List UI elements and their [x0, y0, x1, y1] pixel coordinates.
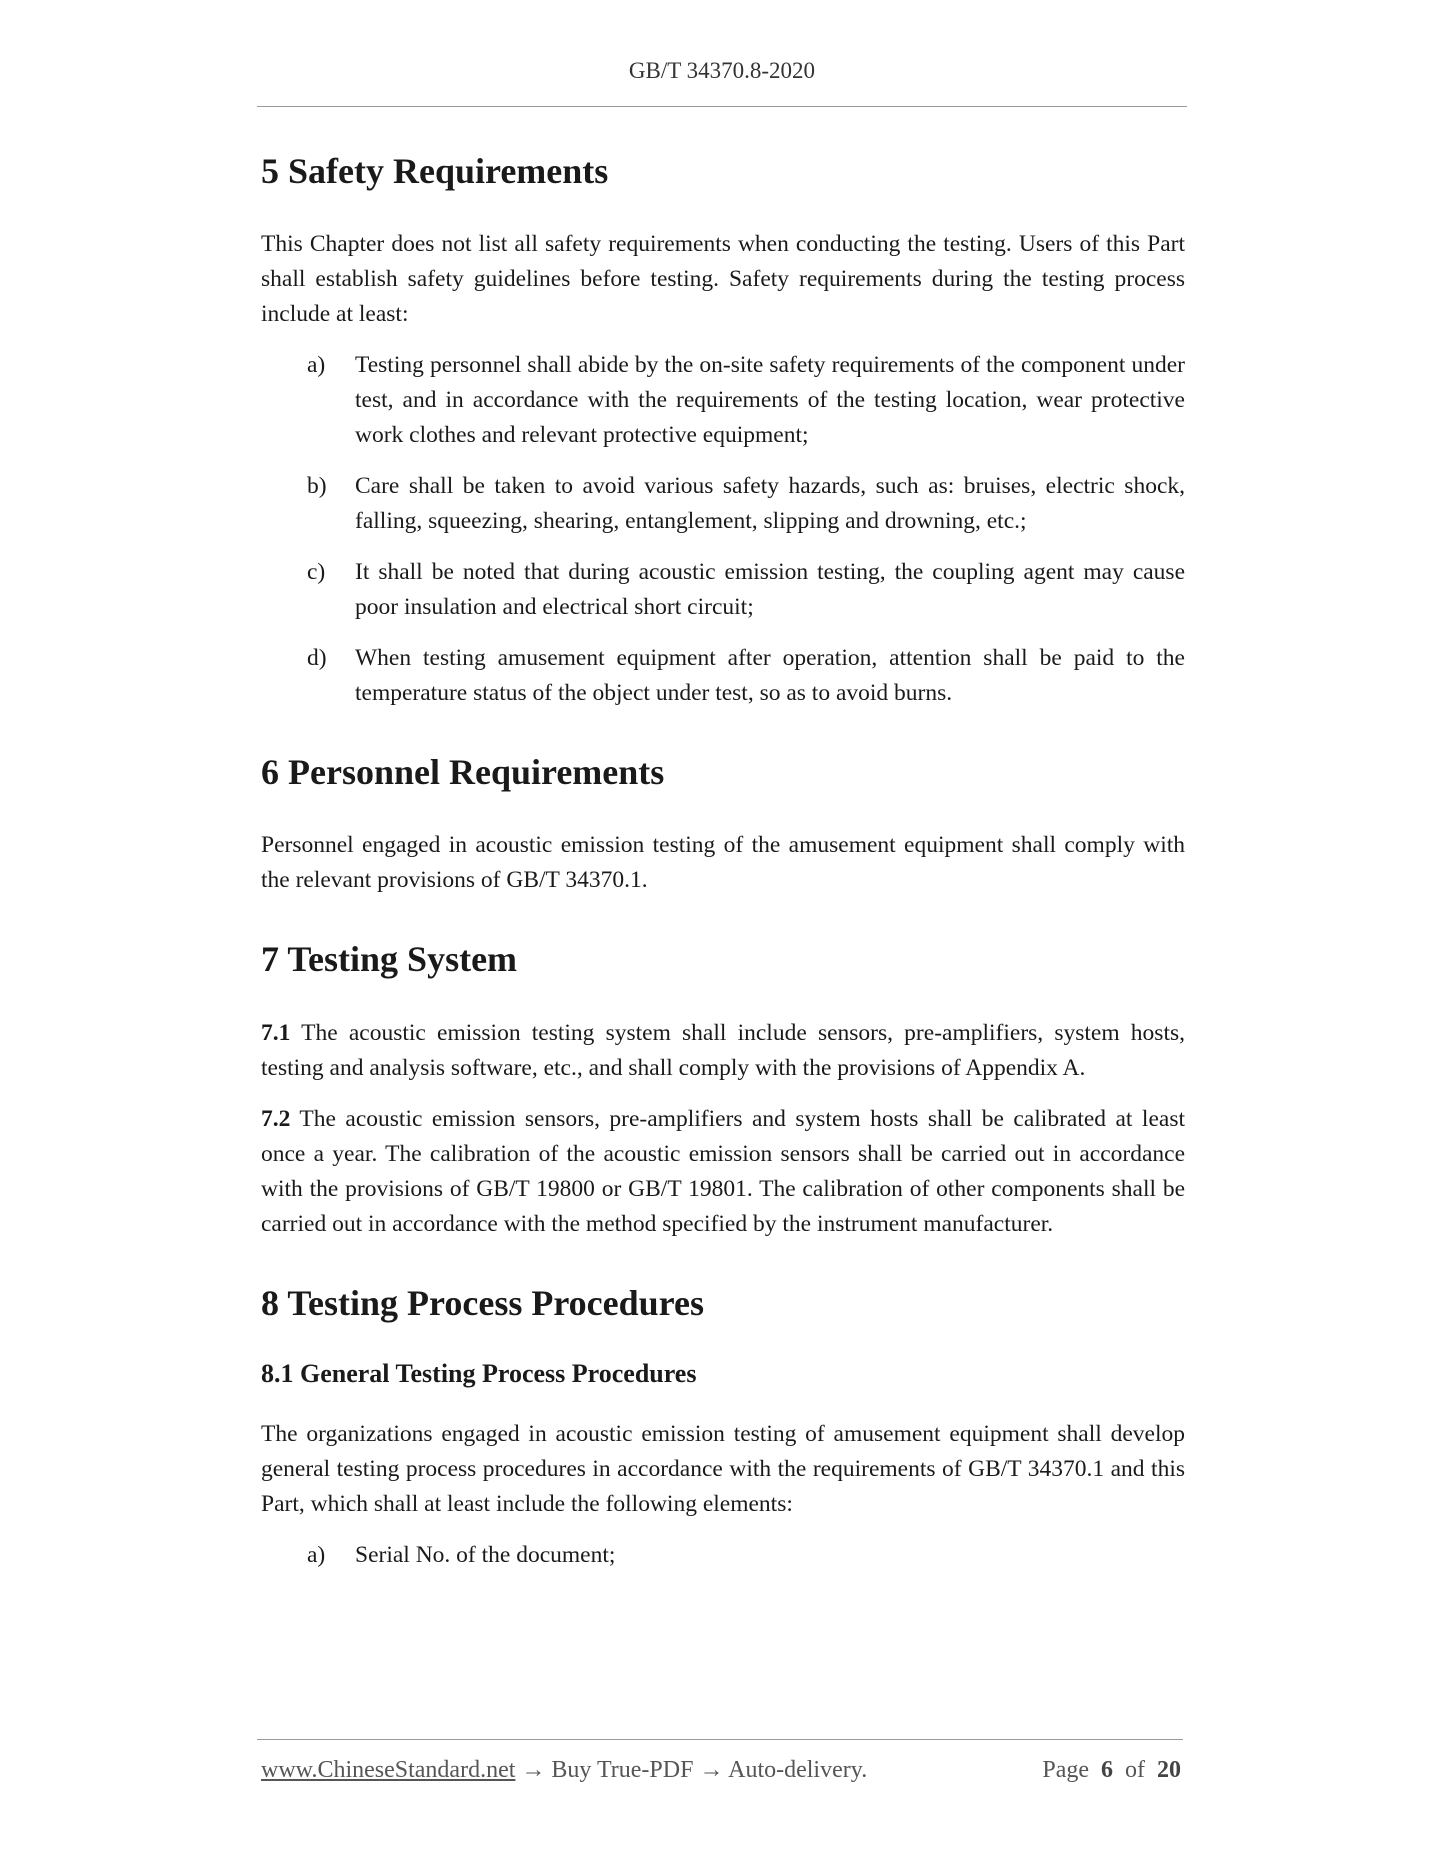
list-marker: b) — [307, 473, 327, 500]
section-7-title: 7 Testing System — [261, 939, 518, 980]
clause-7-2 — [261, 1102, 1185, 1242]
list-marker: a) — [307, 1541, 326, 1568]
list-text: When testing amusement equipment after operation, attention shall be paid to the temperature status of the object under test, so as to avoid burns. — [355, 645, 1185, 707]
page-label: Page — [1042, 1757, 1089, 1783]
section-6-body: Personnel engaged in acoustic emission testing of the amusement equipment shall comply with the relevant provisions of GB/T 34370.1. — [261, 832, 1185, 894]
page-total: 20 — [1157, 1757, 1181, 1783]
list-marker: d) — [307, 645, 327, 672]
list-item — [307, 1538, 1185, 1573]
page-of: of — [1125, 1757, 1145, 1783]
document-body — [261, 150, 1185, 1573]
list-item — [307, 555, 1185, 625]
section-8-1-title: 8.1 General Testing Process Procedures — [261, 1358, 697, 1388]
list-text: Care shall be taken to avoid various safety hazards, such as: bruises, electric shock, falling, squeezing, shearing, entanglement, slipping and drowning, etc.; — [355, 473, 1185, 535]
list-text: Serial No. of the document; — [355, 1541, 616, 1568]
list-marker: c) — [307, 559, 326, 586]
section-8-title: 8 Testing Process Procedures — [261, 1282, 704, 1323]
running-header: GB/T 34370.8-2020 — [628, 58, 816, 83]
footer-divider — [257, 1739, 1183, 1740]
clause-number: 7.1 — [261, 1019, 291, 1046]
list-marker: a) — [307, 352, 326, 379]
clause-text: The acoustic emission testing system shall include sensors, pre-amplifiers, system hosts, testing and analysis software, etc., and shall comply with the provisions of Appendix A. — [261, 1019, 1185, 1081]
clause-7-1 — [261, 1016, 1185, 1086]
section-5-intro: This Chapter does not list all safety requirements when conducting the testing. Users of this Part shall establish safety guidelines before testing. Safety requirements during the testing process include at least: — [261, 231, 1185, 328]
footer-left — [261, 1757, 867, 1784]
clause-text: The acoustic emission sensors, pre-amplifiers and system hosts shall be calibrated at least once a year. The calibration of the acoustic emission sensors shall be carried out in accordance with the provisions of GB/T 19800 or GB/T 19801. The calibration of other components shall be carried out in accordance with the method specified by the instrument manufacturer. — [261, 1105, 1185, 1237]
section-6-title: 6 Personnel Requirements — [261, 752, 665, 793]
page-indicator — [1042, 1757, 1181, 1784]
header-divider — [257, 106, 1187, 107]
section-5-title: 5 Safety Requirements — [261, 151, 609, 191]
clause-number: 7.2 — [261, 1105, 291, 1132]
footer-tagline: → Buy True-PDF → Auto-delivery. — [515, 1757, 868, 1783]
list-text: It shall be noted that during acoustic emission testing, the coupling agent may cause poor insulation and electrical short circuit; — [355, 559, 1185, 621]
list-item — [307, 469, 1185, 539]
list-item — [307, 348, 1185, 453]
site-link[interactable]: www.ChineseStandard.net — [261, 1757, 516, 1783]
list-text: Testing personnel shall abide by the on-site safety requirements of the component under test, and in accordance with the requirements of the testing location, wear protective work clothes and relevant protective equipment; — [355, 352, 1185, 449]
page-current: 6 — [1101, 1757, 1113, 1783]
list-item — [307, 641, 1185, 711]
section-8-1-body: The organizations engaged in acoustic emission testing of amusement equipment shall develop general testing process procedures in accordance with the requirements of GB/T 34370.1 and this Part, which shall at least include the following elements: — [261, 1420, 1185, 1517]
page-footer — [261, 1757, 1181, 1784]
